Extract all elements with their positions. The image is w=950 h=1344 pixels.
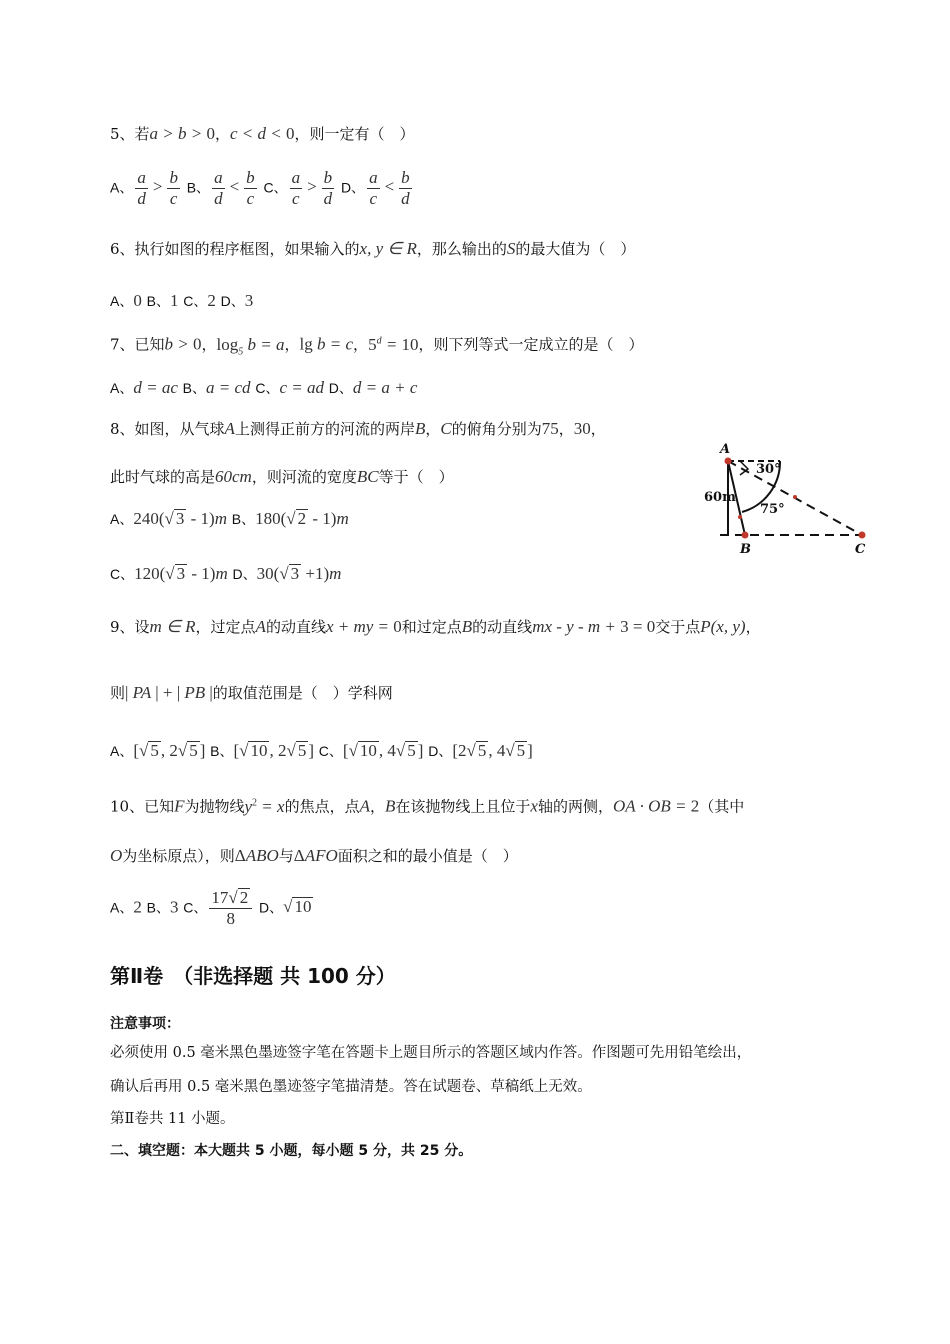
point-b-marker [742,532,749,539]
q5-options: A、 $\frac{a}{d}$ > $\frac{b}{c}$ B、 $\frac{a}{d}$ < $\frac{b}{c}$ C、 $\frac{a}{c}$ > $\frac{b}{d}$ D、 $\frac{a}{c}$ < $\frac{b}{d}$ [110,168,410,208]
q6-stem: 6、执行如图的程序框图，如果输入的x, y ∈ R，那么输出的S的最大值为（ ） [110,239,636,258]
q9-stem-line2: 则| PA | + | PB |的取值范围是（ ）学科网 [110,683,393,702]
notice-heading: 注意事项： [110,1016,180,1032]
q9-stem: 9、设m ∈ R，过定点A的动直线x + my = 0和过定点B的动直线mx - y - m + 3 = 0交于点P(x, y)， [110,617,761,636]
q8-stem-line2: 此时气球的高是60cm，则河流的宽度BC等于（ ） [110,467,454,486]
q7-options: A、d = ac B、a = cd C、c = ad D、d = a + c [110,378,418,397]
label-c: C [855,542,866,557]
q6-options: A、0 B、1 C、2 D、3 [110,291,254,310]
q9-options: A、[√ 5 , 2√ 5 ] B、[√ 10 , 2√ 5 ] C、[√ 10 , 4√ 5 ] D、[2√ 5 , 4√ 5 ] [110,741,533,760]
label-a: A [720,442,731,457]
q8-options-ab: A、240(√ 3 - 1)m B、180(√ 2 - 1)m [110,509,349,528]
notice-paragraph-3: 第Ⅱ卷共 11 小题。 [110,1111,235,1127]
q10-options: A、2 B、3 C、 $\frac{17√ 2}{8}$ D、√ 10 [110,888,312,928]
q5-stem: 5、若a > b > 0，c < d < 0，则一定有（ ） [110,124,415,143]
label-angle-75: 75° [760,502,785,517]
section-title: 第Ⅱ卷 （非选择题 共 100 分） [110,964,396,988]
label-height: 60m [704,490,736,505]
q7-stem: 7、已知b > 0，$\log_5 b = a$，lg b = c，$5^d = 10$，则下列等式一定成立的是（ ） [110,334,644,358]
point-c-marker [859,532,866,539]
q8-options-cd: C、120(√ 3 - 1)m D、30(√ 3 +1)m [110,564,342,583]
label-angle-30: 30° [756,462,781,477]
fill-blank-heading: 二、填空题：本大题共 5 小题，每小题 5 分，共 25 分。 [110,1143,473,1159]
notice-paragraph-1: 必须使用 0.5 毫米黑色墨迹签字笔在答题卡上题目所示的答题区域内作答。作图题可先用铅笔绘出， [110,1045,752,1061]
label-b: B [740,542,751,557]
q8-stem: 8、如图，从气球A上测得正前方的河流的两岸B，C的俯角分别为75，30， [110,419,606,438]
notice-paragraph-2: 确认后再用 0.5 毫米黑色墨迹签字笔描清楚。答在试题卷、草稿纸上无效。 [110,1079,592,1095]
point-a-marker [725,458,732,465]
q10-stem: 10、已知F为抛物线$y^2 = x$的焦点，点A，B在该抛物线上且位于x轴的两侧，OA · OB = 2（其中 [110,796,745,816]
balloon-figure [700,435,880,565]
q10-stem-line2: O为坐标原点），则ΔABO与ΔAFO面积之和的最小值是（ ） [110,846,518,865]
